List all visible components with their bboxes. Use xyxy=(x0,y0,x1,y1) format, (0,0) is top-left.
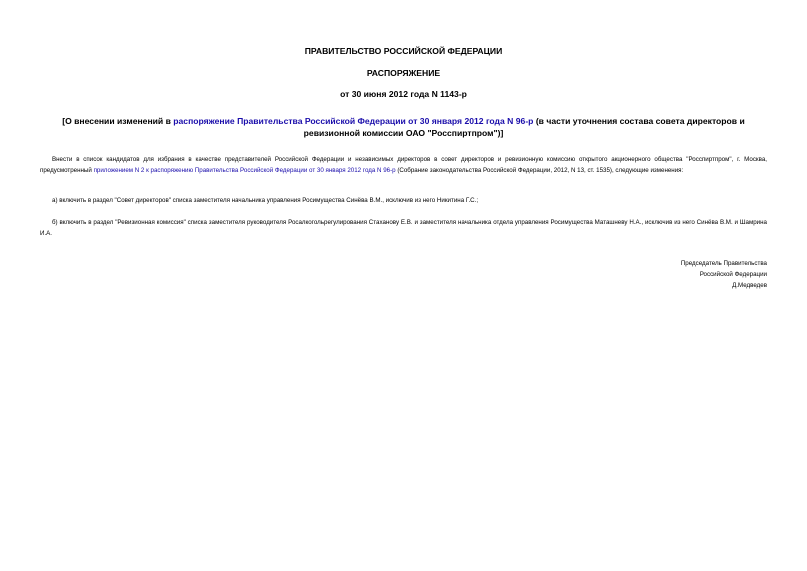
document-title xyxy=(40,115,767,139)
title-suffix: (в части уточнения состава совета директоров и ревизионной комиссии ОАО "Росспиртпром")] xyxy=(303,116,745,138)
title-prefix: [О внесении изменений в xyxy=(62,116,174,126)
signature-org: Российской Федерации xyxy=(699,271,767,278)
paragraph-item-b: б) включить в раздел "Ревизионная комиссия" списка заместителя руководителя Росалкогольрегулирования Стаханову Е.В. и заместителя начальника отдела управления Росимущества Маташневу Н.А., исключив из него Синёва В.М. и Шамрина И.А. xyxy=(40,219,767,237)
org-heading: ПРАВИТЕЛЬСТВО РОССИЙСКОЙ ФЕДЕРАЦИИ xyxy=(304,46,503,56)
appendix-reference-link[interactable]: приложением N 2 к распоряжению Правительства Российской Федерации от 30 января 2012 года N 96-р xyxy=(93,166,396,174)
paragraph-main-text-1: Внести в список кандидатов для избрания в качестве представителей Российской Федерации и независимых директоров в совет директоров и ревизионную комиссию открытого акционерного общества "Росспиртпром", г. Москва, предусмотренный xyxy=(40,156,767,174)
paragraph-main xyxy=(40,155,767,176)
paragraph-main-text-2: (Собрание законодательства Российской Федерации, 2012, N 13, ст. 1535), следующие изменения: xyxy=(395,166,684,174)
paragraph-item-a: а) включить в раздел "Совет директоров" списка заместителя начальника управления Росимущества Синёва В.М., исключив из него Никитина Г.С.; xyxy=(52,197,479,204)
doc-type-heading: РАСПОРЯЖЕНИЕ xyxy=(366,68,441,78)
title-reference-link[interactable]: распоряжение Правительства Российской Федерации от 30 января 2012 года N 96-р xyxy=(173,116,534,126)
doc-date-line: от 30 июня 2012 года N 1143-р xyxy=(340,89,467,99)
signature-title: Председатель Правительства xyxy=(680,260,767,267)
signature-name: Д.Медведев xyxy=(732,282,767,289)
